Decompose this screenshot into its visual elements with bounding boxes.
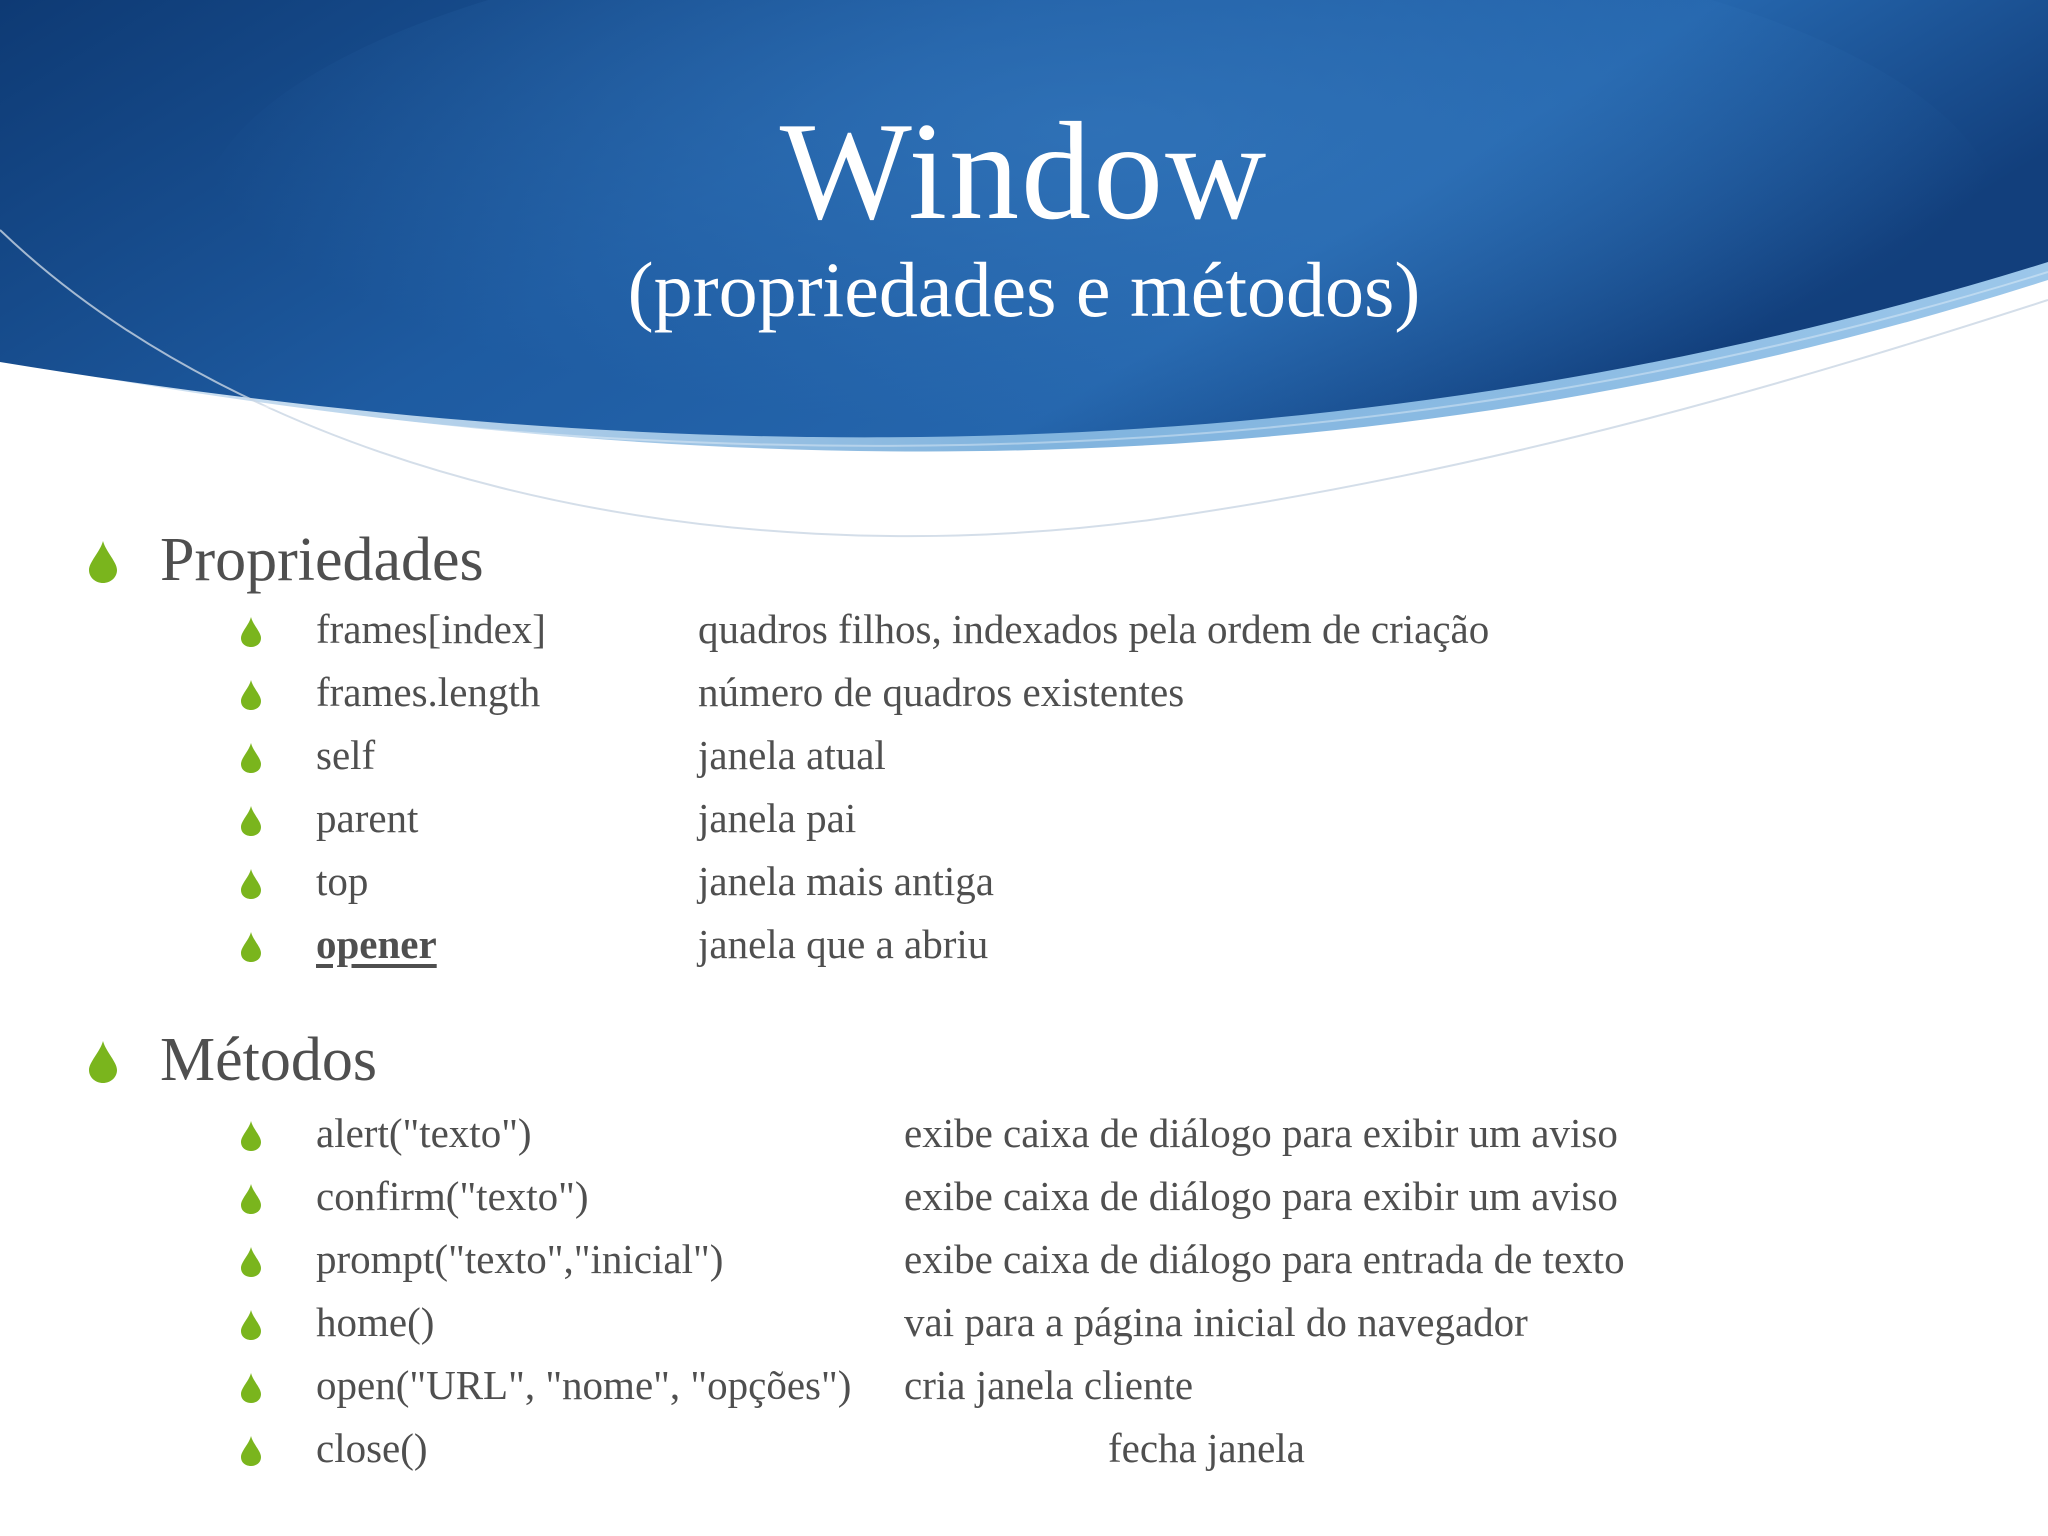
method-description: exibe caixa de diálogo para entrada de texto — [904, 1236, 1625, 1282]
method-description: vai para a página inicial do navegador — [904, 1299, 1528, 1345]
method-term: prompt("texto","inicial") — [316, 1236, 724, 1282]
bullet-drop-icon — [240, 679, 262, 711]
property-description: janela pai — [698, 795, 857, 841]
property-description: janela que a abriu — [698, 921, 989, 967]
property-term-link[interactable]: opener — [316, 921, 437, 967]
method-term: close() — [316, 1425, 428, 1471]
property-term: parent — [316, 795, 419, 841]
bullet-drop-icon — [88, 1040, 118, 1084]
property-description: janela atual — [698, 732, 886, 778]
method-term: home() — [316, 1299, 435, 1345]
property-term: frames.length — [316, 669, 541, 715]
bullet-drop-icon — [240, 1372, 262, 1404]
method-description: fecha janela — [1108, 1425, 1305, 1471]
slide-title: Window — [779, 94, 1269, 249]
property-term: top — [316, 858, 369, 904]
method-description: cria janela cliente — [904, 1362, 1194, 1408]
method-description: exibe caixa de diálogo para exibir um aviso — [904, 1110, 1618, 1156]
bullet-drop-icon — [240, 1120, 262, 1152]
property-description: número de quadros existentes — [698, 669, 1185, 715]
method-term: confirm("texto") — [316, 1173, 589, 1219]
bullet-drop-icon — [240, 616, 262, 648]
bullet-drop-icon — [240, 1435, 262, 1467]
property-term: frames[index] — [316, 606, 546, 652]
bullet-drop-icon — [240, 1246, 262, 1278]
slide-subtitle: (propriedades e métodos) — [627, 246, 1421, 333]
bullet-drop-icon — [240, 805, 262, 837]
bullet-drop-icon — [240, 868, 262, 900]
bullet-drop-icon — [240, 1309, 262, 1341]
methods-heading: Métodos — [160, 1026, 377, 1094]
bullet-drop-icon — [240, 742, 262, 774]
property-description: janela mais antiga — [698, 858, 994, 904]
property-term: self — [316, 732, 376, 778]
method-term: alert("texto") — [316, 1110, 532, 1156]
properties-heading: Propriedades — [160, 526, 484, 594]
bullet-drop-icon — [240, 931, 262, 963]
method-term: open("URL", "nome", "opções") — [316, 1362, 852, 1408]
bullet-drop-icon — [240, 1183, 262, 1215]
method-description: exibe caixa de diálogo para exibir um aviso — [904, 1173, 1618, 1219]
property-description: quadros filhos, indexados pela ordem de criação — [698, 606, 1490, 652]
bullet-drop-icon — [88, 540, 118, 584]
